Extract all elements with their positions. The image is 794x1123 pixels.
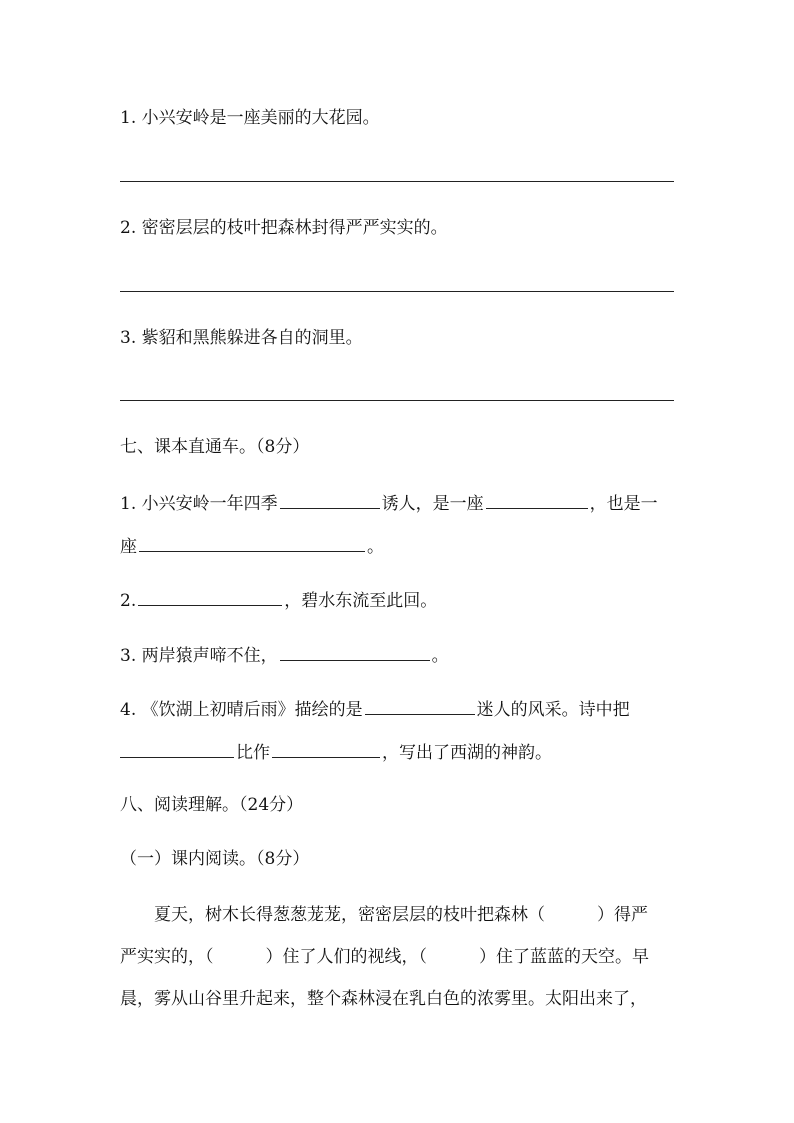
blank-q4-1[interactable] — [365, 696, 475, 715]
q1-text-a: 1. 小兴安岭一年四季 — [120, 494, 278, 514]
blank-q1-1[interactable] — [280, 490, 380, 509]
rewrite-item-3: 3. 紫貂和黑熊躲进各自的洞里。 — [120, 328, 363, 348]
blank-q1-2[interactable] — [486, 490, 588, 509]
blank-q1-3[interactable] — [139, 533, 365, 552]
q1-text-d: 座 — [120, 537, 137, 557]
passage-text-2b: ）住了人们的视线，（ — [265, 947, 427, 967]
q4-text-a: 4. 《饮湖上初晴后雨》描绘的是 — [120, 700, 363, 720]
fill-question-1 — [120, 490, 658, 516]
answer-line-3[interactable] — [120, 400, 674, 401]
answer-line-2[interactable] — [120, 291, 674, 292]
fill-question-1-cont — [120, 533, 384, 559]
rewrite-item-1: 1. 小兴安岭是一座美丽的大花园。 — [120, 108, 380, 128]
passage-text-2c: ）住了蓝蓝的天空。早 — [479, 947, 649, 967]
q2-text-b: ，碧水东流至此回。 — [284, 591, 438, 611]
passage-line-2 — [120, 945, 649, 969]
blank-q3-1[interactable] — [280, 642, 430, 661]
q4-text-d: ，写出了西湖的神韵。 — [382, 743, 552, 763]
q1-text-e: 。 — [367, 537, 384, 557]
blank-q2-1[interactable] — [138, 587, 282, 606]
q2-text-a: 2. — [120, 591, 137, 611]
q1-text-c: ，也是一 — [589, 494, 658, 514]
blank-q4-3[interactable] — [272, 739, 380, 758]
q3-text-a: 3. 两岸猿声啼不住， — [120, 646, 278, 666]
blank-q4-2[interactable] — [120, 739, 234, 758]
passage-line-1 — [120, 903, 648, 927]
passage-text-1a: 夏天，树木长得葱葱茏茏，密密层层的枝叶把森林（ — [154, 905, 545, 925]
section-7-heading: 七、课本直通车。（8分） — [120, 437, 310, 457]
rewrite-item-2: 2. 密密层层的枝叶把森林封得严严实实的。 — [120, 218, 448, 238]
q4-text-b: 迷人的风采。诗中把 — [476, 700, 630, 720]
fill-question-2 — [120, 587, 437, 613]
fill-question-3 — [120, 642, 449, 668]
passage-line-3: 晨，雾从山谷里升起来，整个森林浸在乳白色的浓雾里。太阳出来了， — [120, 989, 647, 1009]
q1-text-b: 诱人，是一座 — [381, 494, 484, 514]
q3-text-b: 。 — [431, 646, 449, 666]
answer-line-1[interactable] — [120, 181, 674, 182]
section-8-heading: 八、阅读理解。（24分） — [120, 795, 304, 815]
reading-subheading: （一）课内阅读。（8分） — [120, 849, 310, 869]
fill-question-4-cont — [120, 739, 552, 765]
fill-question-4 — [120, 696, 630, 722]
passage-text-1b: ）得严 — [597, 905, 648, 925]
passage-text-2a: 严实实的，（ — [120, 947, 214, 967]
q4-text-c: 比作 — [236, 743, 270, 763]
